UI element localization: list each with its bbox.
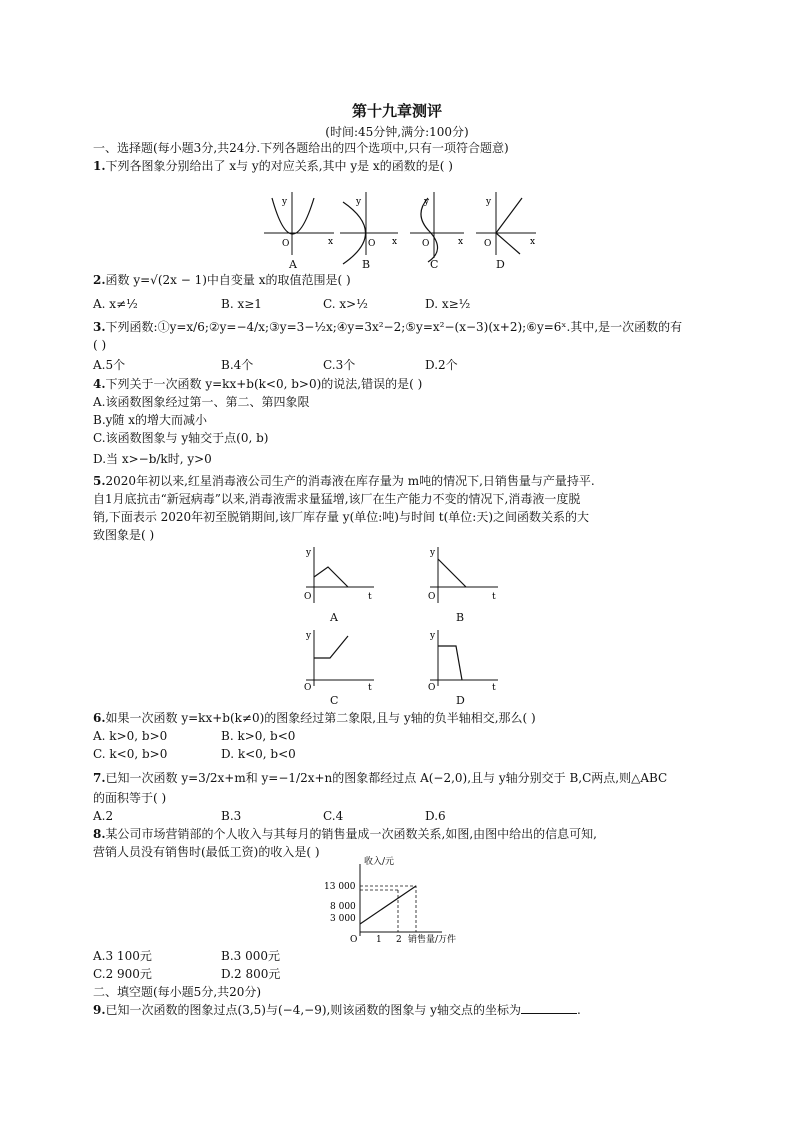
axis-label-x: x [328, 237, 334, 247]
axis-label-t: t [492, 683, 496, 693]
question-4 [93, 377, 422, 391]
option-a: A. x≠½ [93, 297, 138, 311]
q1-graph-b [338, 190, 403, 260]
question-number: 6. [93, 711, 106, 725]
question-9 [93, 1003, 581, 1017]
question-3 [93, 320, 682, 334]
chart-origin: O [350, 935, 358, 945]
axis-label-y: y [430, 631, 436, 641]
question-number: 8. [93, 827, 106, 841]
question-5 [93, 474, 595, 488]
q1-graph-c [408, 190, 468, 260]
question-text: 已知一次函数 y=3/2x+m和 y=−1/2x+n的图象都经过点 A(−2,0),且与 y轴分别交于 B,C两点,则△ABC [105, 771, 668, 785]
graph-label-c: C [330, 694, 339, 707]
option-c: C. k<0, b>0 [93, 747, 168, 761]
question-end: . [576, 1003, 581, 1017]
question-8-line-2: 营销人员没有销售时(最低工资)的收入是( ) [93, 845, 320, 859]
axis-label-y: y [430, 548, 436, 558]
option-d: D.2 800元 [221, 967, 281, 981]
question-text: 下列关于一次函数 y=kx+b(k<0, b>0)的说法,错误的是( ) [105, 377, 423, 391]
option-a: A.5个 [93, 358, 126, 372]
question-2 [93, 273, 351, 287]
question-5-line-2: 自1月底抗击“新冠病毒”以来,消毒液需求量猛增,该厂在生产能力不变的情况下,消毒液一度脱 [93, 492, 581, 506]
graph-label-b: B [362, 258, 371, 271]
question-7 [93, 771, 667, 785]
axis-label-o: O [428, 683, 436, 693]
y-axis-label: 收入/元 [364, 857, 395, 867]
option-a: A. k>0, b>0 [93, 729, 168, 743]
y-tick-8000: 8 000 [330, 902, 356, 912]
option-c: C.4 [323, 809, 344, 823]
q5-graph-a [296, 545, 376, 605]
option-b: B.y随 x的增大而减小 [93, 413, 207, 427]
axis-label-o: O [368, 239, 376, 249]
option-d: D.6 [425, 809, 446, 823]
graph-label-d: D [456, 694, 465, 707]
page-title: 第十九章测评 [351, 102, 442, 120]
axis-label-o: O [282, 239, 290, 249]
question-text: 如果一次函数 y=kx+b(k≠0)的图象经过第二象限,且与 y轴的负半轴相交,那么( ) [105, 711, 536, 725]
axis-label-y: y [282, 197, 288, 207]
question-7-line-2: 的面积等于( ) [93, 791, 167, 805]
answer-paren: ( ) [93, 338, 107, 352]
question-number: 1. [93, 159, 106, 173]
axis-label-x: x [530, 237, 536, 247]
x-tick-1: 1 [376, 935, 382, 945]
option-a: A.3 100元 [93, 949, 152, 963]
axis-label-o: O [304, 683, 312, 693]
axis-label-y: y [486, 197, 492, 207]
question-text: 函数 y=√(2x − 1)中自变量 x的取值范围是( ) [105, 273, 351, 287]
q5-graph-d [420, 628, 500, 693]
question-number: 9. [93, 1003, 106, 1017]
option-c: C. x>½ [323, 297, 368, 311]
option-c: C.2 900元 [93, 967, 152, 981]
option-b: B. x≥1 [221, 297, 262, 311]
option-d: D. x≥½ [425, 297, 471, 311]
question-1 [93, 159, 453, 173]
graph-label-d: D [496, 258, 505, 271]
q5-graph-c [296, 628, 376, 693]
axis-label-t: t [368, 683, 372, 693]
option-d: D.当 x>−b/k时, y>0 [93, 452, 212, 466]
option-d: D.2个 [425, 358, 458, 372]
axis-label-y: y [424, 197, 430, 207]
question-5-line-4: 致图象是( ) [93, 528, 155, 542]
x-axis-label: 销售量/万件 [408, 935, 457, 945]
axis-label-t: t [368, 592, 372, 602]
x-tick-2: 2 [396, 935, 402, 945]
axis-label-o: O [428, 592, 436, 602]
question-text: 2020年初以来,红星消毒液公司生产的消毒液在库存量为 m吨的情况下,日销售量与产量持平. [105, 474, 595, 488]
graph-label-c: C [430, 258, 439, 271]
question-text: 下列各图象分别给出了 x与 y的对应关系,其中 y是 x的函数的是( ) [105, 159, 453, 173]
section-1-heading: 一、选择题(每小题3分,共24分.下列各题给出的四个选项中,只有一项符合题意) [93, 141, 509, 155]
q8-income-chart [322, 858, 482, 948]
option-d: D. k<0, b<0 [221, 747, 296, 761]
option-c: C.3个 [323, 358, 356, 372]
question-text: 已知一次函数的图象过点(3,5)与(−4,−9),则该函数的图象与 y轴交点的坐标为 [105, 1003, 521, 1017]
q1-graph-d [474, 190, 539, 260]
axis-label-x: x [392, 237, 398, 247]
option-a: A.该函数图象经过第一、第二、第四象限 [93, 395, 310, 409]
option-b: B.4个 [221, 358, 254, 372]
answer-blank[interactable] [521, 1003, 577, 1014]
axis-label-o: O [422, 239, 430, 249]
axis-label-y: y [306, 631, 312, 641]
question-5-line-3: 销,下面表示 2020年初至脱销期间,该厂库存量 y(单位:吨)与时间 t(单位:天)之间函数关系的大 [93, 510, 590, 524]
axis-label-y: y [356, 197, 362, 207]
option-b: B.3 000元 [221, 949, 280, 963]
graph-label-a: A [289, 258, 297, 271]
q1-graph-a [262, 190, 337, 260]
question-number: 5. [93, 474, 106, 488]
question-number: 7. [93, 771, 106, 785]
option-c: C.该函数图象与 y轴交于点(0, b) [93, 431, 269, 445]
graph-label-b: B [456, 611, 465, 624]
question-8 [93, 827, 597, 841]
y-tick-13000: 13 000 [324, 882, 356, 892]
option-b: B.3 [221, 809, 242, 823]
question-text: 某公司市场营销部的个人收入与其每月的销售量成一次函数关系,如图,由图中给出的信息可知, [105, 827, 597, 841]
axis-label-t: t [492, 592, 496, 602]
question-number: 2. [93, 273, 106, 287]
y-tick-3000: 3 000 [330, 914, 356, 924]
question-6 [93, 711, 536, 725]
graph-label-a: A [330, 611, 338, 624]
option-a: A.2 [93, 809, 114, 823]
axis-label-o: O [484, 239, 492, 249]
axis-label-x: x [458, 237, 464, 247]
income-line [360, 886, 416, 924]
section-2-heading: 二、填空题(每小题5分,共20分) [93, 985, 262, 999]
question-number: 4. [93, 377, 106, 391]
axis-label-o: O [304, 592, 312, 602]
question-text: 下列函数:①y=x/6;②y=−4/x;③y=3−½x;④y=3x²−2;⑤y=x²−(x−3)(x+2);⑥y=6ˣ.其中,是一次函数的有 [105, 320, 683, 334]
axis-label-y: y [306, 548, 312, 558]
page-subtitle: (时间:45分钟,满分:100分) [325, 125, 469, 139]
q5-graph-b [420, 545, 500, 605]
question-number: 3. [93, 320, 106, 334]
option-b: B. k>0, b<0 [221, 729, 296, 743]
